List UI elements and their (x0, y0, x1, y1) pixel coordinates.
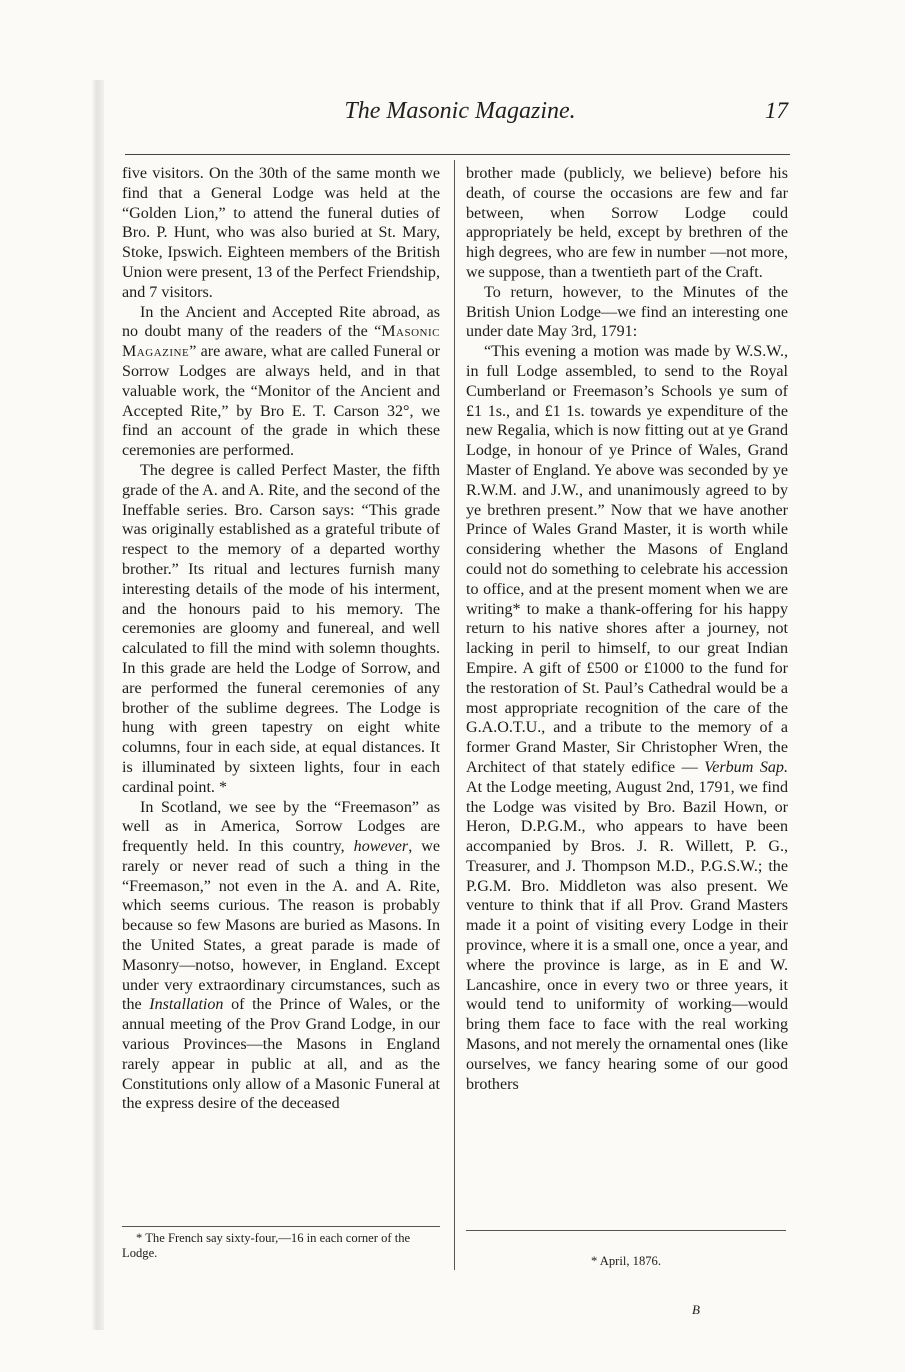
journal-title: The Masonic Magazine. (344, 98, 576, 124)
page-number: 17 (765, 98, 788, 123)
page-binding-shadow (92, 80, 104, 1330)
column-divider (454, 160, 455, 1270)
header-rule (125, 154, 790, 155)
left-column (122, 164, 440, 1114)
italic-run: however (353, 838, 409, 856)
right-column (466, 164, 788, 1094)
text-run: At the Lodge meeting, August 2nd, 1791, we find the Lodge was visited by Bro. Bazil Hown, or Heron, D.P.G.M., who appears to have been accompanied by Bros. J. R. Willett, P. G., Treasurer, and J. Thompson M.D., P.G.S.W.; the P.G.M. Bro. Middleton was also present. We venture to think that if all Prov. Grand Masters made it a point of visiting every Lodge in their province, where it is a small one, once a year, and where the province is large, as in E and W. Lancashire, once in every two or three years, it would tend to uniformity of working—would bring them face to face with the real working Masons, and not merely the ornamental ones (like ourselves, we fancy hearing some of our good brothers (466, 778, 788, 1093)
paragraph: five visitors. On the 30th of the same month we find that a General Lodge was held at the “Golden Lion,” to attend the funeral duties of Bro. P. Hunt, who was also buried at St. Mary, Stoke, Ipswich. Eighteen members of the British Union were present, 13 of the Perfect Friendship, and 7 visitors. (122, 165, 440, 301)
text-run: ” are aware, what are called Funeral or Sorrow Lodges are always held, and in that valuable work, the “Monitor of the Ancient and Accepted Rite,” by Bro E. T. Carson 32°, we find an account of the grade in which these ceremonies are performed. (122, 343, 440, 460)
italic-run: Verbum Sap. (704, 758, 789, 776)
text-run: “This evening a motion was made by W.S.W., in full Lodge assembled, to send to the Royal Cumberland or Freemason’s Schools ye sum of £1 1s., and £1 1s. towards ye expenditure of the new Regalia, which is now fitting out at ye Grand Lodge, in honour of ye Prince of Wales, Grand Master of England. Ye above was seconded by ye R.W.M. and J.W., and unanimously agreed to by ye brethren present.” Now that we have another Prince of Wales Grand Master, it is worth while considering whether the Masons of England could not do something to celebrate his accession to office, and at the present moment when we are writing* to make a thank-offering for his happy return to his native shores after a journey, not lacking in peril to himself, to our great Indian Empire. A gift of £500 or £1000 to the fund for the restoration of St. Paul’s Cathedral would be a most appropriate recognition of the care of the G.A.O.T.U., and a tribute to the memory of a former Grand Master, Sir Christopher Wren, the Architect of that stately edifice — (466, 343, 788, 776)
footnote-rule-right (466, 1230, 786, 1231)
magazine-name: Masonic Magazine (122, 323, 440, 361)
running-header (120, 96, 800, 130)
paragraph: The degree is called Perfect Master, the fifth grade of the A. and A. Rite, and the second of the Ineffable series. Bro. Carson says: “This grade was originally established as a grateful tribute of respect to the memory of a departed worthy brother.” Its ritual and lectures furnish many interesting details of the mode of his interment, and the honours paid to his memory. The ceremonies are gloomy and funereal, and well calculated to fill the mind with solemn thoughts. In this grade are held the Lodge of Sorrow, and are performed the funeral ceremonies of any brother of the sublime degrees. The Lodge is hung with green tapestry on eight white columns, four in each side, at equal distances. It is illuminated by sixteen lights, four in each cardinal point. * (122, 461, 440, 796)
text-run: of the Prince of Wales, or the annual meeting of the Prov Grand Lodge, in our various Provinces—the Masons in England rarely appear in public at all, and as the Constitutions only allow of a Masonic Funeral at the express desire of the deceased (122, 996, 440, 1113)
text-run: , we rarely or never read of such a thing in the “Freemason,” not even in the A. and A. Rite, which seems curious. The reason is probably because so few Masons are buried as Masons. In the United States, a great parade is made of Masonry—notso, however, in England. Except under very extraordinary circumstances, such as the (122, 838, 440, 1014)
footnote-right: * April, 1876. (591, 1254, 661, 1268)
paragraph: brother made (publicly, we believe) before his death, of course the occasions are few and far between, when Sorrow Lodge could appropriately be held, except by brethren of the high degrees, who are few in number —not more, we suppose, than a twentieth part of the Craft. (466, 165, 788, 281)
footnote-left (122, 1231, 442, 1261)
footnote-rule-left (122, 1226, 440, 1227)
paragraph: To return, however, to the Minutes of the British Union Lodge—we find an interesting one under date May 3rd, 1791: (466, 283, 788, 341)
text-run: In the Ancient and Accepted Rite abroad, as no doubt many of the readers of the “ (122, 303, 440, 341)
italic-run: Installation (149, 996, 224, 1014)
paragraph (466, 342, 788, 1094)
signature-mark: B (692, 1302, 700, 1317)
paragraph (122, 303, 440, 461)
footnote-text: * The French say sixty-four,—16 in each corner of the Lodge. (122, 1231, 411, 1260)
paragraph (122, 798, 440, 1115)
text-run: In Scotland, we see by the “Freemason” as well as in America, Sorrow Lodges are frequently held. In this country, (122, 798, 440, 856)
